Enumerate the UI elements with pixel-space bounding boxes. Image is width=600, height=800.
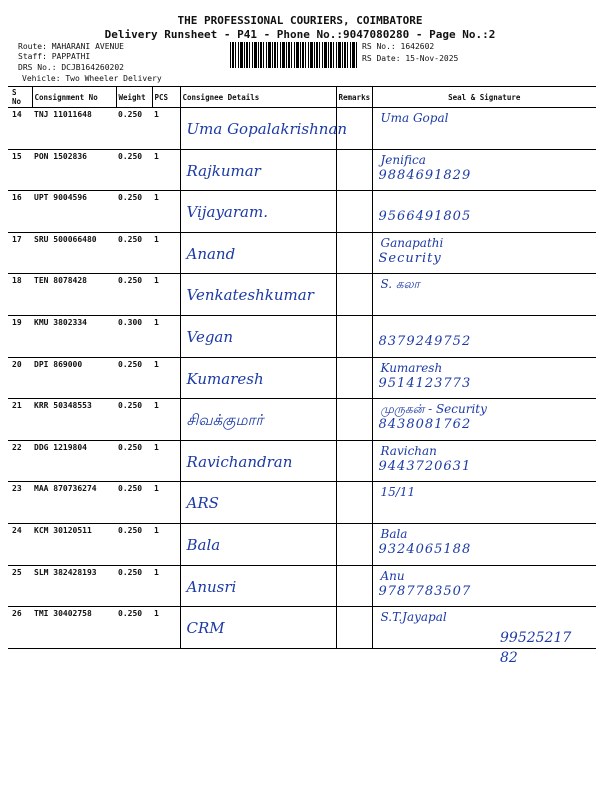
rs-number: RS No.: 1642602 (362, 42, 435, 51)
drs-number: DRS No.: DCJB164260202 (18, 63, 124, 72)
row-seal-signature (372, 440, 596, 482)
row-sno: 17 (8, 232, 32, 274)
row-consignee-details (180, 191, 336, 233)
handwritten-signature: Ravichan (380, 443, 437, 458)
handwritten-consignee-name: CRM (186, 619, 225, 638)
handwritten-consignee-name: Bala (186, 535, 221, 554)
rs-date: RS Date: 15-Nov-2025 (362, 54, 459, 63)
row-consignee-details (180, 482, 336, 524)
table-row (8, 108, 596, 150)
col-header-pcs: PCS (152, 87, 180, 108)
row-seal-signature (372, 482, 596, 524)
table-row (8, 357, 596, 399)
table-row (8, 149, 596, 191)
row-pcs: 1 (152, 399, 180, 441)
row-consignment-no: UPT 9004596 (32, 191, 116, 233)
handwritten-signature: Bala (380, 526, 408, 541)
table-row (8, 440, 596, 482)
row-sno: 15 (8, 149, 32, 191)
row-pcs: 1 (152, 357, 180, 399)
table-row (8, 482, 596, 524)
row-remarks (336, 232, 372, 274)
handwritten-phone: 9884691829 (378, 167, 472, 183)
handwritten-consignee-name: Anusri (186, 577, 237, 596)
row-remarks (336, 523, 372, 565)
row-weight: 0.250 (116, 482, 152, 524)
row-pcs: 1 (152, 232, 180, 274)
row-consignment-no: MAA 870736274 (32, 482, 116, 524)
handwritten-consignee-name: Anand (186, 244, 236, 263)
table-row (8, 399, 596, 441)
handwritten-phone: 9324065188 (378, 541, 472, 557)
table-row (8, 191, 596, 233)
handwritten-signature: Kumaresh (380, 360, 443, 375)
row-pcs: 1 (152, 274, 180, 316)
row-remarks (336, 399, 372, 441)
row-consignee-details (180, 399, 336, 441)
row-weight: 0.250 (116, 149, 152, 191)
row-pcs: 1 (152, 565, 180, 607)
handwritten-phone: 9514123773 (378, 375, 472, 391)
row-sno: 19 (8, 315, 32, 357)
table-row (8, 232, 596, 274)
handwritten-consignee-name: Ravichandran (186, 452, 293, 471)
company-title: THE PROFESSIONAL COURIERS, COIMBATORE (177, 14, 423, 27)
row-consignment-no: TEN 8078428 (32, 274, 116, 316)
row-weight: 0.250 (116, 108, 152, 150)
row-weight: 0.250 (116, 607, 152, 649)
handwritten-consignee-name: சிவக்குமார் (186, 411, 264, 430)
row-consignment-no: SLM 382428193 (32, 565, 116, 607)
table-row (8, 315, 596, 357)
handwritten-phone: 8438081762 (378, 417, 472, 433)
row-weight: 0.250 (116, 232, 152, 274)
row-weight: 0.250 (116, 440, 152, 482)
row-weight: 0.250 (116, 523, 152, 565)
handwritten-phone: 9787783507 (378, 583, 472, 599)
row-weight: 0.250 (116, 357, 152, 399)
row-consignment-no: KRR 50348553 (32, 399, 116, 441)
row-consignment-no: DDG 1219804 (32, 440, 116, 482)
handwritten-signature: Jenifica (380, 152, 426, 167)
row-pcs: 1 (152, 607, 180, 649)
row-sno: 22 (8, 440, 32, 482)
row-seal-signature (372, 191, 596, 233)
row-pcs: 1 (152, 315, 180, 357)
row-consignee-details (180, 274, 336, 316)
row-seal-signature (372, 357, 596, 399)
row-pcs: 1 (152, 523, 180, 565)
row-seal-signature (372, 274, 596, 316)
staff-label: Staff: PAPPATHI (18, 52, 91, 61)
col-header-remarks: Remarks (336, 87, 372, 108)
row-consignment-no: TMI 30402758 (32, 607, 116, 649)
row-pcs: 1 (152, 191, 180, 233)
row-remarks (336, 191, 372, 233)
handwritten-consignee-name: Uma Gopalakrishnan (186, 120, 348, 138)
row-seal-signature (372, 315, 596, 357)
row-remarks (336, 357, 372, 399)
handwritten-consignee-name: Rajkumar (186, 161, 261, 180)
handwritten-consignee-name: Vijayaram. (186, 203, 268, 222)
row-consignee-details (180, 357, 336, 399)
row-sno: 16 (8, 191, 32, 233)
row-consignment-no: KMU 3802334 (32, 315, 116, 357)
row-consignment-no: DPI 869000 (32, 357, 116, 399)
row-seal-signature (372, 108, 596, 150)
col-header-details: Consignee Details (180, 87, 336, 108)
row-remarks (336, 440, 372, 482)
row-sno: 24 (8, 523, 32, 565)
handwritten-phone: Security (378, 250, 442, 266)
handwritten-overflow-note: 99525217 82 (500, 630, 572, 666)
row-consignee-details (180, 232, 336, 274)
row-consignment-no: PON 1502836 (32, 149, 116, 191)
runsheet-subtitle: Delivery Runsheet - P41 - Phone No.:9047080280 - Page No.:2 (104, 28, 496, 41)
row-pcs: 1 (152, 149, 180, 191)
row-consignment-no: SRU 500066480 (32, 232, 116, 274)
handwritten-consignee-name: Vegan (186, 327, 234, 346)
row-remarks (336, 274, 372, 316)
handwritten-consignee-name: Venkateshkumar (186, 286, 314, 305)
row-weight: 0.300 (116, 315, 152, 357)
row-pcs: 1 (152, 482, 180, 524)
handwritten-consignee-name: ARS (186, 494, 219, 513)
row-sno: 21 (8, 399, 32, 441)
col-header-seal: Seal & Signature (372, 87, 596, 108)
row-consignee-details (180, 440, 336, 482)
row-pcs: 1 (152, 440, 180, 482)
table-row (8, 523, 596, 565)
row-seal-signature (372, 399, 596, 441)
col-header-weight: Weight (116, 87, 152, 108)
row-sno: 23 (8, 482, 32, 524)
row-remarks (336, 482, 372, 524)
row-weight: 0.250 (116, 191, 152, 233)
row-seal-signature (372, 149, 596, 191)
row-weight: 0.250 (116, 565, 152, 607)
handwritten-signature: S.T.Jayapal (380, 610, 447, 625)
row-sno: 18 (8, 274, 32, 316)
row-consignment-no: TNJ 11011648 (32, 108, 116, 150)
row-remarks (336, 149, 372, 191)
row-consignment-no: KCM 30120511 (32, 523, 116, 565)
route-label: Route: MAHARANI AVENUE (18, 42, 124, 51)
row-seal-signature (372, 565, 596, 607)
handwritten-signature: Ganapathi (380, 235, 444, 250)
row-remarks (336, 565, 372, 607)
row-pcs: 1 (152, 108, 180, 150)
row-weight: 0.250 (116, 399, 152, 441)
row-sno: 26 (8, 607, 32, 649)
row-seal-signature (372, 232, 596, 274)
row-consignee-details (180, 108, 348, 150)
row-seal-signature (372, 523, 596, 565)
handwritten-consignee-name: Kumaresh (186, 369, 264, 388)
table-header-row (8, 87, 596, 108)
row-sno: 20 (8, 357, 32, 399)
handwritten-signature: முருகன் - Security (380, 402, 487, 417)
row-consignee-details (180, 523, 336, 565)
row-sno: 25 (8, 565, 32, 607)
handwritten-signature: Uma Gopal (380, 111, 449, 125)
row-consignee-details (180, 149, 336, 191)
table-row (8, 565, 596, 607)
table-row (8, 274, 596, 316)
row-remarks (336, 607, 372, 649)
runsheet-table (8, 86, 596, 649)
row-weight: 0.250 (116, 274, 152, 316)
row-sno: 14 (8, 108, 32, 150)
handwritten-signature: S. கலா (380, 277, 420, 292)
handwritten-signature: 15/11 (380, 485, 416, 500)
col-header-sno: S No (8, 87, 32, 108)
col-header-consignment: Consignment No (32, 87, 116, 108)
vehicle-label: Vehicle: Two Wheeler Delivery (22, 74, 162, 83)
row-remarks (336, 315, 372, 357)
row-consignee-details (180, 607, 336, 649)
handwritten-phone: 9443720631 (378, 458, 472, 474)
handwritten-phone: 8379249752 (378, 333, 472, 349)
handwritten-phone: 9566491805 (378, 209, 472, 225)
handwritten-signature: Anu (380, 568, 405, 583)
row-consignee-details (180, 315, 336, 357)
row-consignee-details (180, 565, 336, 607)
barcode (230, 42, 358, 68)
